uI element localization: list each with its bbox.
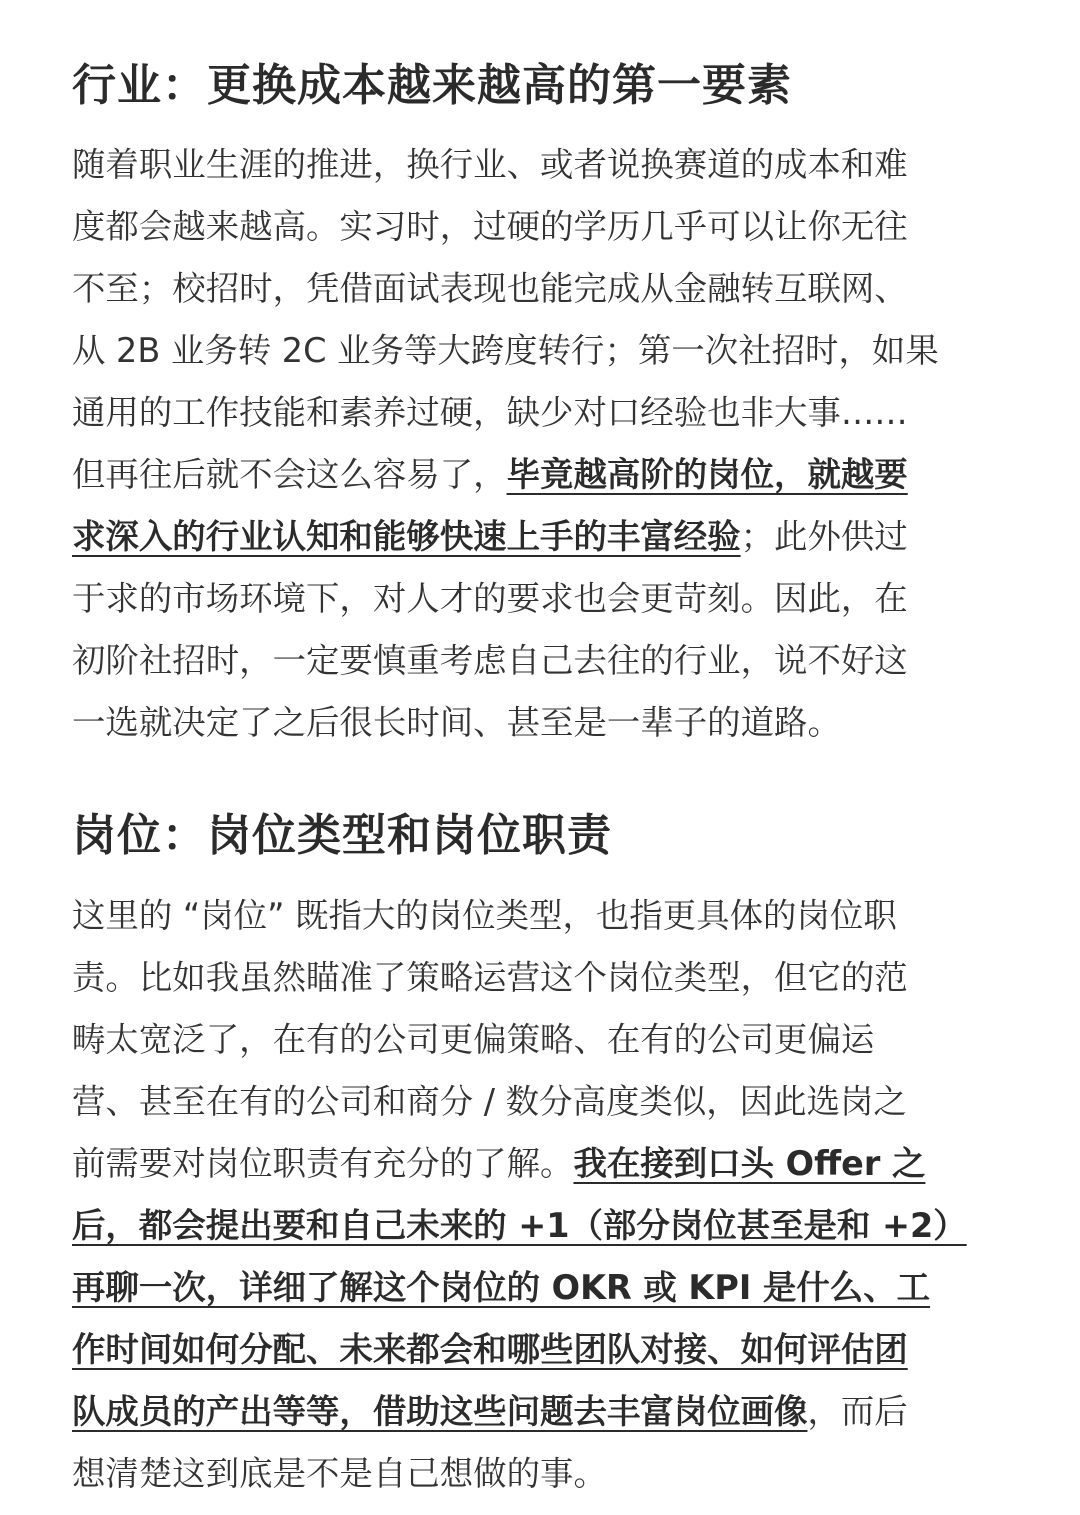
paragraph-line [72,258,1030,320]
text-run: 通用的工作技能和素养过硬，缺少对口经验也非大事…… [72,393,908,432]
section-title-industry: 行业：更换成本越来越高的第一要素 [72,60,792,111]
text-run: 从 2B 业务转 2C 业务等大跨度转行；第一次社招时，如果 [72,331,939,370]
paragraph-line [72,1319,1030,1381]
paragraph-line [72,947,1030,1009]
paragraph-line [72,134,1030,196]
paragraph-line [72,1381,1030,1443]
text-run: 不至；校招时，凭借面试表现也能完成从金融转互联网、 [72,269,908,308]
paragraph-line [72,1071,1030,1133]
paragraph-line [72,1009,1030,1071]
text-run: 随着职业生涯的推进，换行业、或者说换赛道的成本和难 [72,145,908,184]
paragraph-line [72,1195,1030,1257]
text-run: 一选就决定了之后很长时间、甚至是一辈子的道路。 [72,703,841,742]
text-run: 于求的市场环境下，对人才的要求也会更苛刻。因此，在 [72,579,908,618]
paragraph-line [72,1443,1030,1505]
text-run: ；此外供过 [740,517,908,556]
paragraph-line [72,568,1030,630]
highlighted-text: 再聊一次，详细了解这个岗位的 OKR 或 KPI 是什么、工 [72,1268,931,1307]
text-run: 责。比如我虽然瞄准了策略运营这个岗位类型，但它的范 [72,958,908,997]
highlighted-text: 我在接到口头 Offer 之 [573,1144,926,1183]
paragraph-line [72,885,1030,947]
section-paragraph-position [72,885,1032,1505]
paragraph-line [72,382,1030,444]
paragraph-line [72,692,1030,754]
highlighted-text: 作时间如何分配、未来都会和哪些团队对接、如何评估团 [72,1330,908,1369]
paragraph-line [72,1257,1030,1319]
paragraph-line [72,444,1030,506]
highlighted-text: 后，都会提出要和自己未来的 +1（部分岗位甚至是和 +2） [72,1206,967,1245]
section-title-position: 岗位：岗位类型和岗位职责 [72,810,612,861]
text-run: 前需要对岗位职责有充分的了解。 [72,1144,574,1183]
text-run: 但再往后就不会这么容易了， [72,455,507,494]
paragraph-line [72,196,1030,258]
text-run: 营、甚至在有的公司和商分 / 数分高度类似，因此选岗之 [72,1082,907,1121]
highlighted-text: 队成员的产出等等，借助这些问题去丰富岗位画像 [72,1392,808,1431]
text-run: 初阶社招时，一定要慎重考虑自己去往的行业，说不好这 [72,641,908,680]
highlighted-text: 毕竟越高阶的岗位，就越要 [506,455,908,494]
section-paragraph-industry [72,134,1032,754]
paragraph-line [72,320,1030,382]
text-run: 度都会越来越高。实习时，过硬的学历几乎可以让你无往 [72,207,908,246]
text-run: 想清楚这到底是不是自己想做的事。 [72,1454,607,1493]
paragraph-line [72,630,1030,692]
paragraph-line [72,1133,1030,1195]
text-run: 这里的 “岗位” 既指大的岗位类型，也指更具体的岗位职 [72,896,897,935]
text-run: ，而后 [807,1392,908,1431]
text-run: 畴太宽泛了，在有的公司更偏策略、在有的公司更偏运 [72,1020,875,1059]
highlighted-text: 求深入的行业认知和能够快速上手的丰富经验 [72,517,741,556]
paragraph-line [72,506,1030,568]
